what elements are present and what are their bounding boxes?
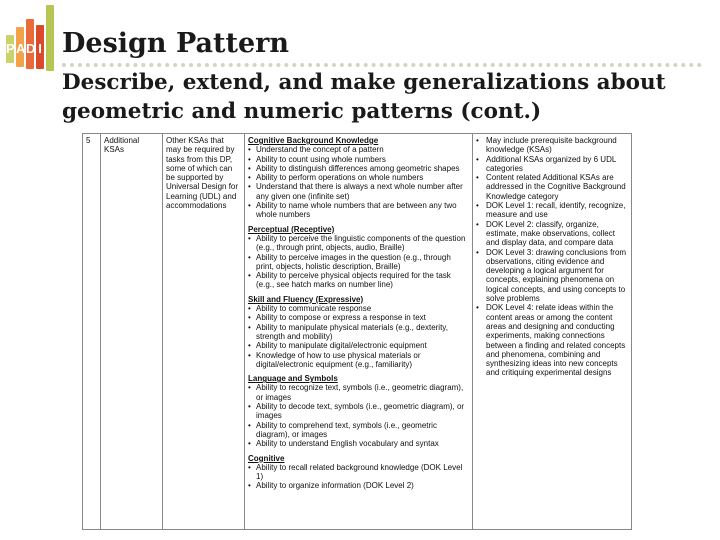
logo-letter: D [26,41,36,56]
list-item: • Ability to compose or express a response in text [256,313,469,322]
note-item: • May include prerequisite background knowledge (KSAs) [486,136,630,155]
design-pattern-table [82,133,632,530]
row-number: 5 [86,136,91,145]
logo-letter: P [6,41,15,56]
list-item: • Ability to recall related background knowledge (DOK Level 1) [256,463,469,482]
description-cell [163,134,245,529]
list-item: • Ability to perceive physical objects required for the task (e.g., see hatch marks on number line) [256,271,469,290]
list-item: • Ability to organize information (DOK Level 2) [256,481,469,490]
list-item: • Ability to name whole numbers that are between any two whole numbers [256,201,469,220]
note-item: • DOK Level 4: relate ideas within the content areas or among the content areas and designing and conducting experiments, making connections between a finding and related concepts and phenomena, combining and synthesizing ideas into new concepts and critiquing experimental designs [486,303,630,377]
list-item: • Understand that there is always a next whole number after any given one (infinite set) [256,182,469,201]
row-number-cell [83,134,101,529]
list-item: • Ability to perceive images in the question (e.g., through print, objects, holistic description, Braille) [256,253,469,272]
ksa-list [248,463,469,491]
list-item: • Ability to count using whole numbers [256,155,469,164]
ksa-list [248,234,469,290]
list-item: • Ability to decode text, symbols (i.e., geometric diagram), or images [256,402,469,421]
list-item: • Ability to understand English vocabulary and syntax [256,439,469,448]
ksa-list [248,145,469,219]
ksa-list [248,304,469,369]
notes-cell [473,134,632,529]
list-item: • Ability to perceive the linguistic components of the question (e.g., through print, objects, audio, Braille) [256,234,469,253]
attribute-name: Additional KSAs [104,136,140,155]
list-item: • Ability to manipulate digital/electronic equipment [256,341,469,350]
note-item: • DOK Level 1: recall, identify, recognize, measure and use [486,201,630,220]
section-heading: Cognitive [248,453,285,463]
logo-letter: I [38,41,42,56]
list-item: • Ability to communicate response [256,304,469,313]
ksa-list [248,383,469,448]
padi-logo [6,5,58,75]
slide-subtitle: Describe, extend, and make generalizations about geometric and numeric patterns (cont.) [62,70,666,124]
notes-list [476,136,630,378]
note-item: • Content related Additional KSAs are addressed in the Cognitive Background Knowledge category [486,173,630,201]
list-item: • Understand the concept of a pattern [256,145,469,154]
section-heading: Skill and Fluency (Expressive) [248,294,364,304]
list-item: • Ability to comprehend text, symbols (i.e., geometric diagram), or images [256,421,469,440]
section-heading: Language and Symbols [248,374,338,384]
list-item: • Ability to recognize text, symbols (i.e., geometric diagram), or images [256,383,469,402]
section-heading: Cognitive Background Knowledge [248,136,379,145]
list-item: • Ability to manipulate physical materials (e.g., dexterity, strength and mobility) [256,323,469,342]
ksa-list-cell [245,134,473,529]
list-item: • Ability to perform operations on whole numbers [256,173,469,182]
title-divider [62,63,702,67]
attribute-cell [101,134,163,529]
note-item: • DOK Level 2: classify, organize, estimate, make observations, collect and display data, and compare data [486,220,630,248]
list-item: • Knowledge of how to use physical materials or digital/electronic equipment (e.g., familiarity) [256,351,469,370]
slide-title: Design Pattern [62,28,290,59]
list-item: • Ability to distinguish differences among geometric shapes [256,164,469,173]
attribute-description: Other KSAs that may be required by tasks from this DP, some of which can be supported by Universal Design for Learning (UDL) and accommodations [166,136,239,211]
logo-letter: A [16,41,26,56]
section-heading: Perceptual (Receptive) [248,224,335,234]
logo-bar [46,5,54,71]
note-item: • DOK Level 3: drawing conclusions from observations, citing evidence and developing a logical argument for concepts, explaining phenomena on logical concepts, and using concepts to solve problems [486,248,630,304]
note-item: • Additional KSAs organized by 6 UDL categories [486,155,630,174]
